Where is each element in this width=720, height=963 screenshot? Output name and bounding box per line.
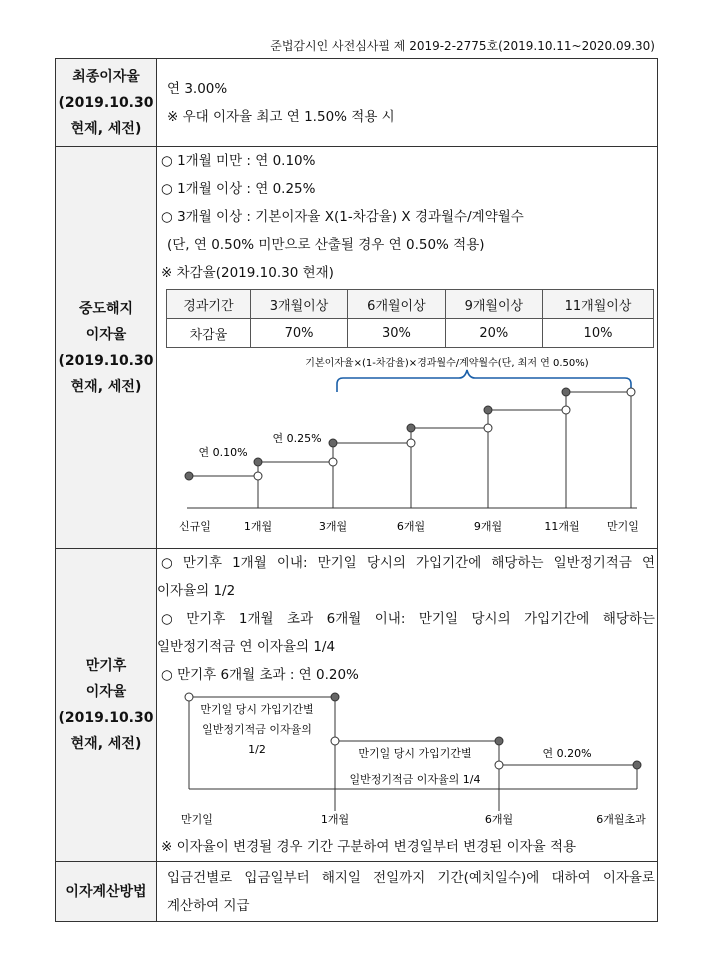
early-rule-under-1m: ○ 1개월 미만 : 연 0.10% (161, 153, 316, 169)
deduction-header-cell: 9개월이상 (445, 290, 542, 319)
final-rate-row (56, 59, 658, 147)
tick-label: 만기일 (607, 520, 639, 533)
calculation-row (56, 862, 658, 922)
formula-label: 기본이자율×(1-차감율)×경과월수/계약월수(단, 최저 연 0.50%) (305, 358, 589, 369)
point-open (562, 406, 570, 414)
deduction-value-cell: 10% (543, 319, 654, 348)
maturity-content (157, 549, 658, 862)
final-rate-value: 연 3.00% (167, 80, 228, 97)
segment-2-line-1: 만기일 당시 가입기간별 (358, 747, 472, 760)
deduction-header-row (167, 290, 654, 319)
preferential-rate-note: ※ 우대 이자율 최고 연 1.50% 적용 시 (167, 108, 395, 125)
tick-label: 1개월 (320, 813, 350, 826)
maturity-rule-1m-cont: 이자율의 1/2 (157, 583, 236, 599)
maturity-row (56, 549, 658, 862)
point-open (407, 439, 415, 447)
deduction-header-cell: 3개월이상 (250, 290, 347, 319)
time-axis-ticks (179, 519, 639, 533)
rate-label-025: 연 0.25% (272, 432, 322, 445)
maturity-rule-6m: ○ 만기후 1개월 초과 6개월 이내: 만기일 당시의 가입기간에 해당하는 (161, 611, 655, 627)
point-filled (495, 737, 503, 745)
point-open (329, 458, 337, 466)
deduction-value-cell: 차감율 (167, 319, 251, 348)
deduction-value-cell: 30% (348, 319, 445, 348)
tick-label: 6개월 (484, 813, 514, 826)
final-rate-label: 최종이자율 (2019.10.30 현제, 세전) (56, 59, 157, 147)
early-termination-row (56, 147, 658, 549)
segment-1-line-3: 1/2 (248, 743, 266, 756)
tick-label: 6개월 (396, 520, 426, 533)
tick-label: 9개월 (473, 520, 503, 533)
deduction-value-row (167, 319, 654, 348)
early-rule-over-3m: ○ 3개월 이상 : 기본이자율 X(1-차감율) X 경과월수/계약월수 (161, 209, 524, 225)
interest-rate-table (55, 58, 658, 922)
tick-label: 6개월초과 (596, 813, 646, 826)
point-open (495, 761, 503, 769)
maturity-rule-6m-cont: 일반정기적금 연 이자율의 1/4 (157, 639, 336, 655)
deduction-header-cell: 경과기간 (167, 290, 251, 319)
maturity-diagram (157, 689, 657, 829)
maturity-segment-labels (200, 702, 591, 786)
maturity-label: 만기후 이자율 (2019.10.30 현재, 세전) (56, 549, 157, 862)
deduction-value-cell: 70% (250, 319, 347, 348)
early-termination-label: 중도해지 이자율 (2019.10.30 현재, 세전) (56, 147, 157, 549)
deduction-rate-title: ※ 차감율(2019.10.30 현재) (161, 265, 334, 281)
deduction-header-cell: 11개월이상 (543, 290, 654, 319)
point-filled (254, 458, 262, 466)
maturity-axis-ticks (181, 812, 646, 826)
document-reference: 준법감시인 사전심사필 제 2019-2-2775호(2019.10.11~2020.09.30) (270, 39, 655, 53)
point-filled (329, 439, 337, 447)
tick-label: 만기일 (181, 813, 213, 826)
point-open (185, 693, 193, 701)
point-open (627, 388, 635, 396)
rate-label-010: 연 0.10% (198, 446, 248, 459)
point-open (254, 472, 262, 480)
point-filled (562, 388, 570, 396)
step-points (185, 388, 635, 480)
point-filled (185, 472, 193, 480)
point-filled (484, 406, 492, 414)
calculation-content (157, 862, 658, 922)
point-open (331, 737, 339, 745)
calculation-label: 이자계산방법 (56, 862, 157, 922)
deduction-header-cell: 6개월이상 (348, 290, 445, 319)
point-filled (331, 693, 339, 701)
early-termination-diagram (157, 348, 657, 544)
tick-label: 3개월 (318, 520, 348, 533)
point-filled (407, 424, 415, 432)
early-rule-minimum: (단, 연 0.50% 미만으로 산출될 경우 연 0.50% 적용) (167, 237, 485, 253)
early-rule-over-1m: ○ 1개월 이상 : 연 0.25% (161, 181, 316, 197)
maturity-rule-1m: ○ 만기후 1개월 이내: 만기일 당시의 가입기간에 해당하는 일반정기적금 연 (161, 555, 655, 571)
calculation-text-2: 계산하여 지급 (167, 897, 250, 914)
tick-label: 11개월 (544, 520, 580, 533)
formula-brace (337, 370, 631, 392)
tick-label: 1개월 (243, 520, 273, 533)
segment-1-line-1: 만기일 당시 가입기간별 (200, 703, 314, 716)
final-rate-content (157, 59, 658, 147)
point-filled (633, 761, 641, 769)
rate-change-note: ※ 이자율이 변경될 경우 기간 구분하여 변경일부터 변경된 이자율 적용 (161, 839, 577, 855)
tick-label: 신규일 (179, 520, 211, 533)
deduction-rate-table (166, 289, 654, 348)
deduction-value-cell: 20% (445, 319, 542, 348)
early-termination-content (157, 147, 658, 549)
segment-2-line-2: 일반정기적금 이자율의 1/4 (349, 773, 481, 786)
point-open (484, 424, 492, 432)
segment-3-label: 연 0.20% (542, 747, 592, 760)
segment-1-line-2: 일반정기적금 이자율의 (202, 723, 312, 736)
maturity-rule-over-6m: ○ 만기후 6개월 초과 : 연 0.20% (161, 667, 359, 683)
calculation-text-1: 입금건별로 입금일부터 해지일 전일까지 기간(예치일수)에 대하여 이자율로 (167, 869, 655, 886)
